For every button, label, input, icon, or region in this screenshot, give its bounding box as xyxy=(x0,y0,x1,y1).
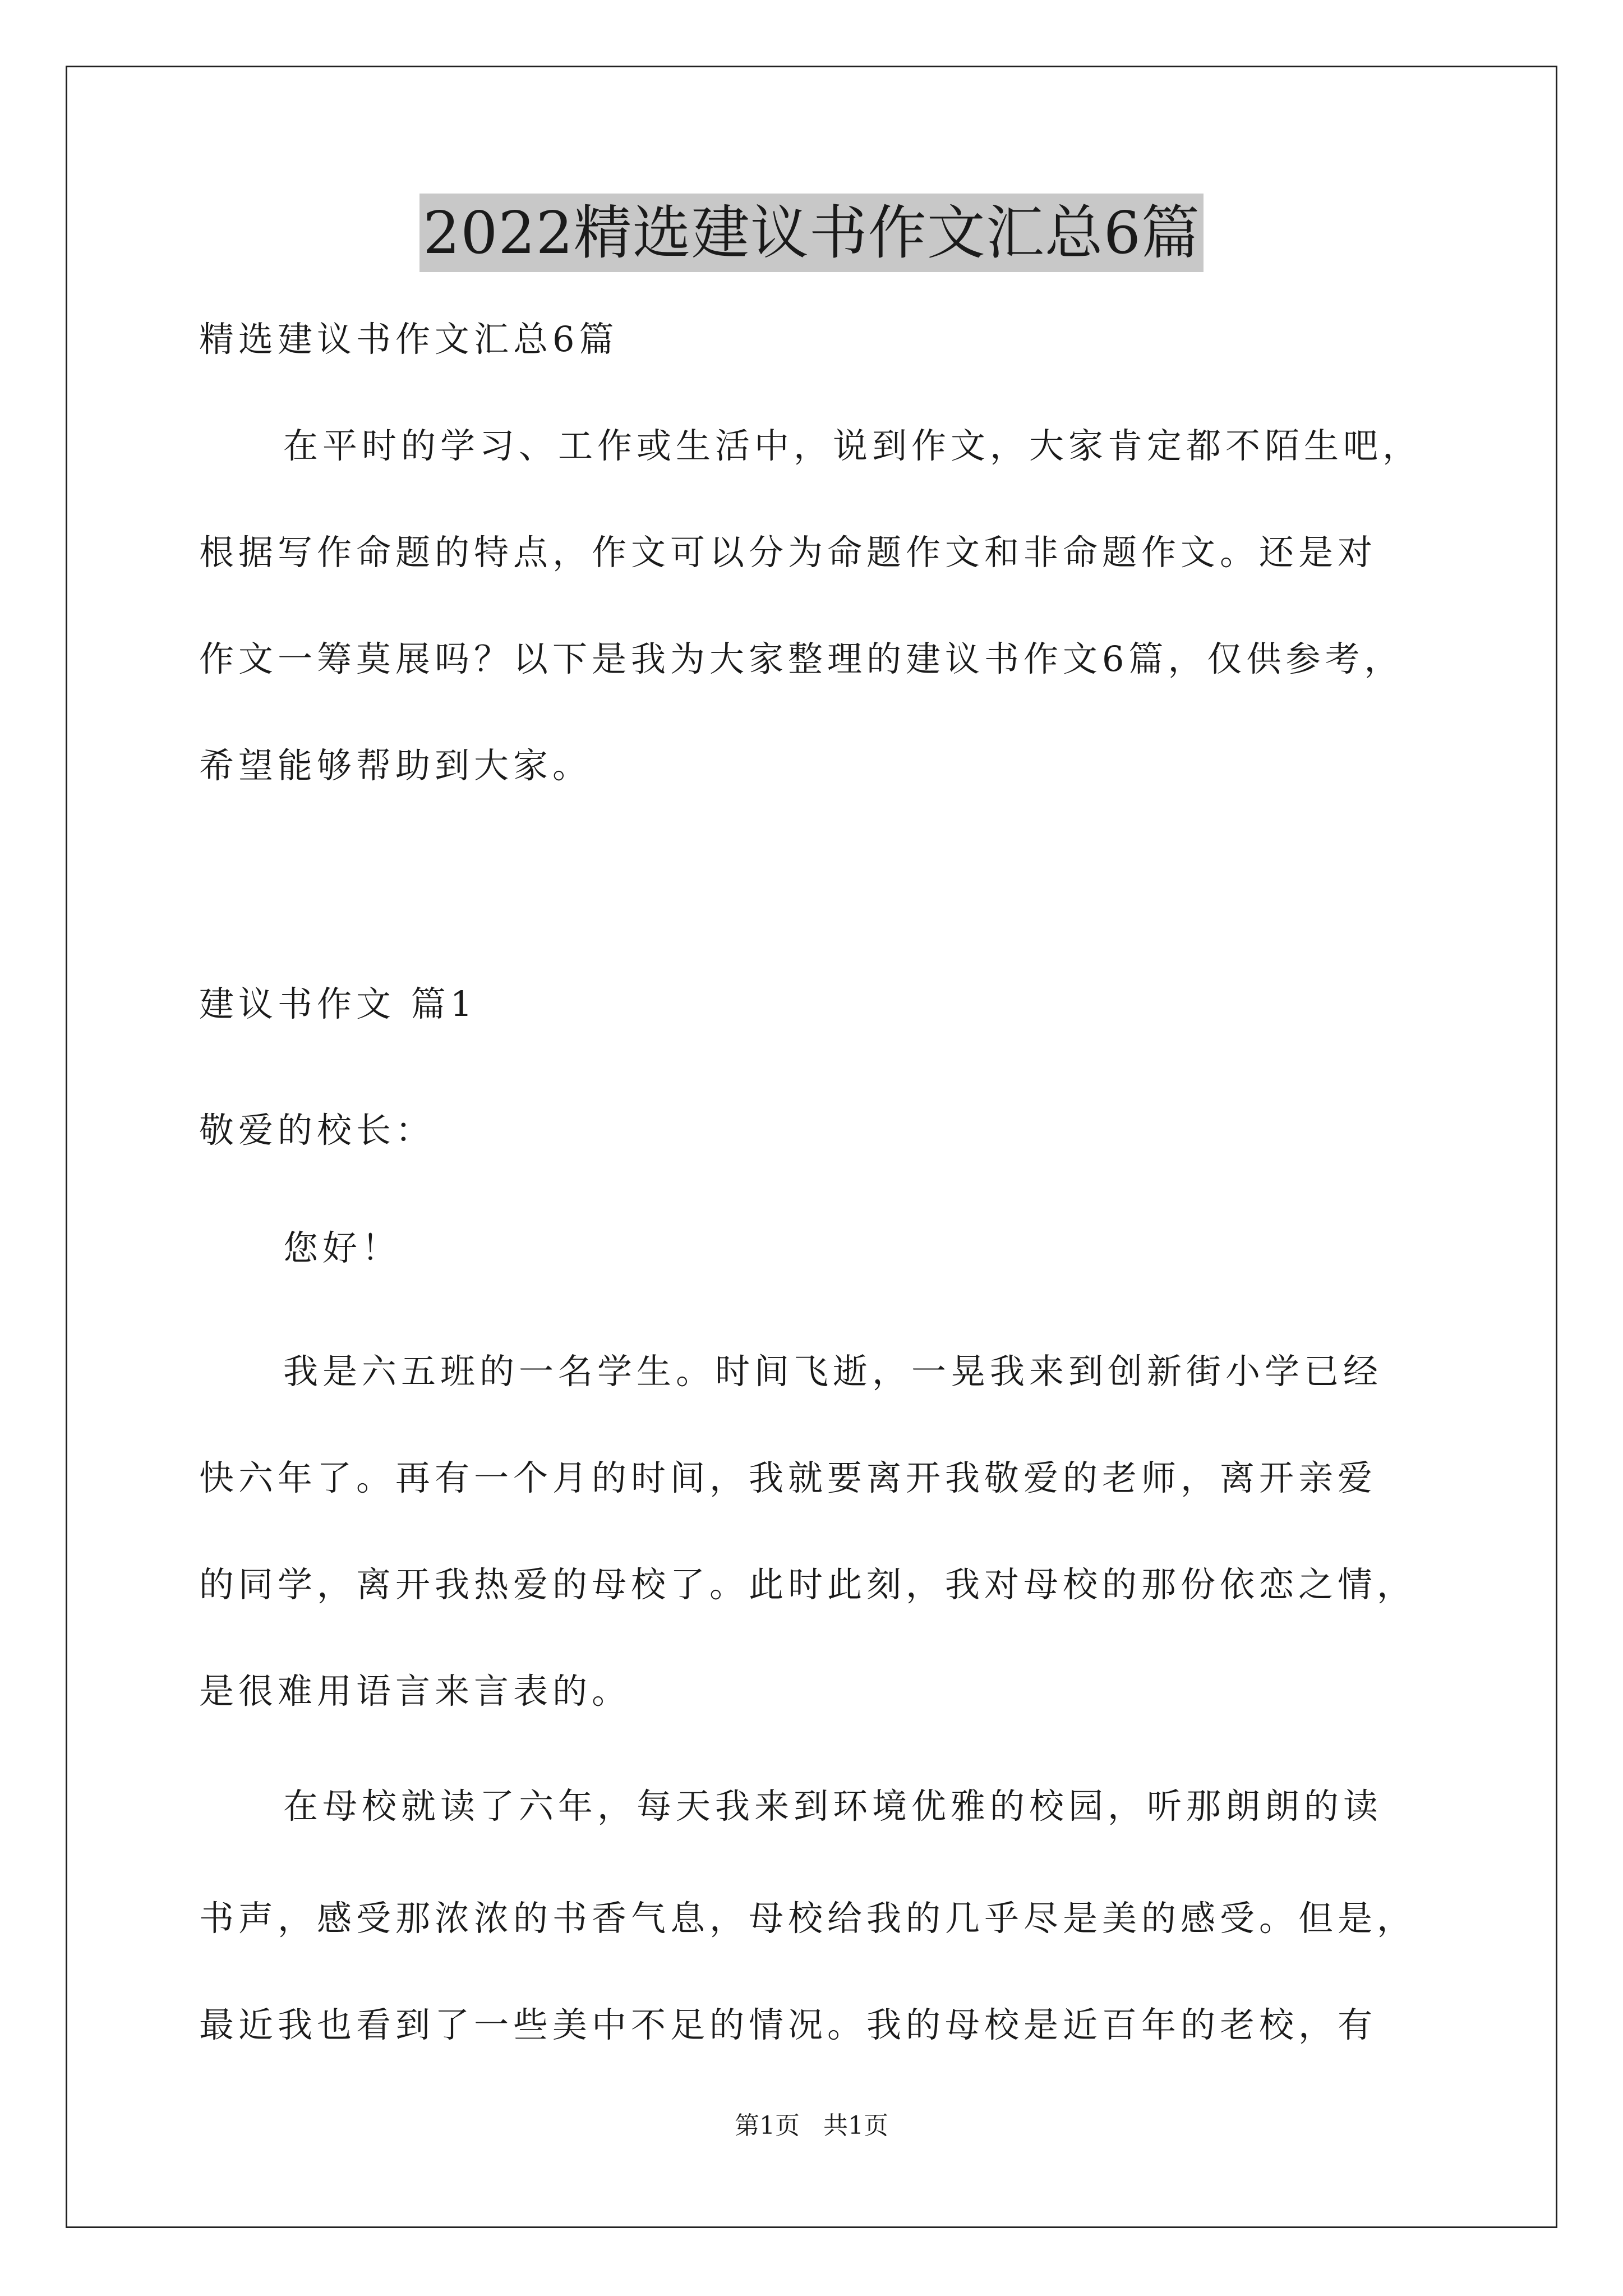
paragraph-line: 最近我也看到了一些美中不足的情况。我的母校是近百年的老校，有 xyxy=(199,2004,1377,2045)
intro-line: 作文一筹莫展吗？以下是我为大家整理的建议书作文6篇，仅供参考， xyxy=(199,638,1404,679)
page-total: 共1页 xyxy=(823,2111,888,2140)
paragraph-line: 书声，感受那浓浓的书香气息，母校给我的几乎尽是美的感受。但是， xyxy=(199,1898,1417,1939)
page-footer xyxy=(0,2109,1623,2143)
greeting: 您好！ xyxy=(283,1227,402,1268)
section-heading: 建议书作文 篇1 xyxy=(199,983,477,1024)
paragraph-line: 是很难用语言来言表的。 xyxy=(199,1671,631,1711)
document-title: 2022精选建议书作文汇总6篇 xyxy=(419,194,1204,272)
paragraph-line: 快六年了。再有一个月的时间，我就要离开我敬爱的老师，离开亲爱 xyxy=(199,1457,1377,1498)
intro-line: 希望能够帮助到大家。 xyxy=(199,745,592,786)
paragraph-line: 的同学，离开我热爱的母校了。此时此刻，我对母校的那份依恋之情， xyxy=(199,1564,1417,1605)
paragraph-line: 我是六五班的一名学生。时间飞逝，一晃我来到创新街小学已经 xyxy=(283,1351,1383,1392)
title-container xyxy=(0,194,1623,272)
subtitle: 精选建议书作文汇总6篇 xyxy=(199,319,619,360)
paragraph-line: 在母校就读了六年，每天我来到环境优雅的校园，听那朗朗的读 xyxy=(283,1786,1383,1826)
page-number: 第1页 xyxy=(735,2111,800,2140)
intro-line: 在平时的学习、工作或生活中，说到作文，大家肯定都不陌生吧， xyxy=(283,425,1422,466)
salutation: 敬爱的校长： xyxy=(199,1110,435,1151)
intro-line: 根据写作命题的特点，作文可以分为命题作文和非命题作文。还是对 xyxy=(199,532,1377,573)
